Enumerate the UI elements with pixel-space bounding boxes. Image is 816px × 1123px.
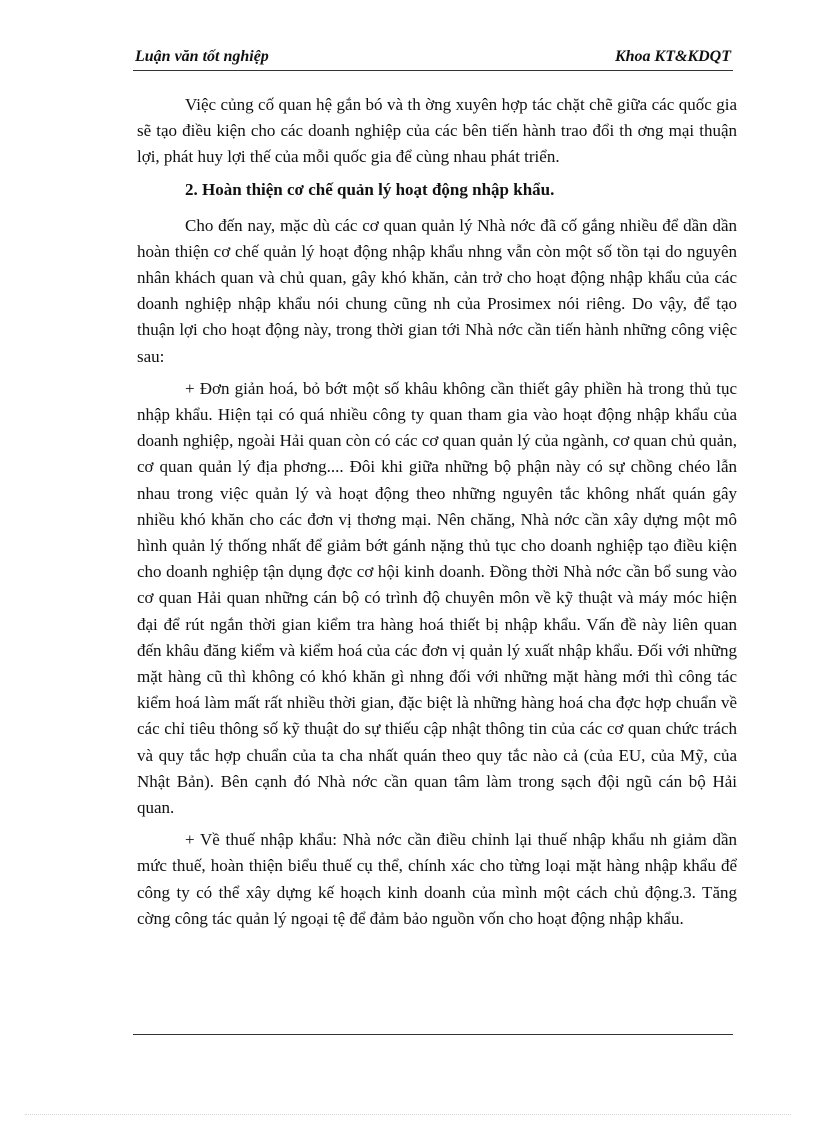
- paragraph-cooperation: Việc củng cố quan hệ gắn bó và th ờng xuyên hợp tác chặt chẽ giữa các quốc gia sẽ tạo điều kiện cho các doanh nghiệp của các bên tiến hành trao đổi th ơng mại thuận lợi, phát huy lợi thế của mỗi quốc gia để cùng nhau phát triển.: [137, 95, 737, 167]
- section-heading: 2. Hoàn thiện cơ chế quản lý hoạt động nhập khẩu.: [185, 179, 555, 199]
- header-divider: [133, 70, 733, 71]
- header-thesis-title: Luận văn tốt nghiệp: [135, 48, 269, 65]
- document-body: [137, 92, 737, 938]
- footer-divider: [133, 1034, 733, 1035]
- page-header: [133, 46, 733, 72]
- page-bottom-dotted-line: [25, 1114, 791, 1115]
- header-faculty: Khoa KT&KDQT: [614, 48, 731, 65]
- paragraph-simplify-procedures: + Đơn giản hoá, bỏ bớt một số khâu không cần thiết gây phiền hà trong thủ tục nhập khẩu. Hiện tại có quá nhiều công ty quan tham gia vào hoạt động nhập khẩu của doanh nghiệp, ngoài Hải quan còn có các cơ quan quản lý của ngành, cơ quan chủ quản, cơ quan quản lý địa phơng.... Đôi khi giữa những bộ phận này có sự chồng chéo lẫn nhau trong việc quản lý và hoạt động theo những nguyên tắc không nhất quán gây nhiều khó khăn cho các đơn vị thơng mại. Nên chăng, Nhà nớc cần xây dựng một mô hình quản lý thống nhất để giảm bớt gánh nặng thủ tục cho doanh nghiệp tạo điều kiện cho doanh nghiệp tận dụng đợc cơ hội kinh doanh. Đồng thời Nhà nớc cần bổ sung vào cơ quan Hải quan những cán bộ có trình độ chuyên môn về kỹ thuật và máy móc hiện đại để rút ngắn thời gian kiểm tra hàng hoá thiết bị nhập khẩu. Vấn đề này liên quan đến khâu đăng kiểm và kiểm hoá của các đơn vị quản lý xuất nhập khẩu. Đối với những mặt hàng cũ thì không có khó khăn gì nhng đối với những mặt hàng mới thì công tác kiểm hoá làm mất rất nhiều thời gian, đặc biệt là những hàng hoá cha đợc hợp chuẩn về các chỉ tiêu thông số kỹ thuật do sự thiếu cập nhật thông tin của các cơ quan chức trách và quy tắc hợp chuẩn của ta cha nhất quán theo quy tắc nào cả (của EU, của Mỹ, của Nhật Bản). Bên cạnh đó Nhà nớc cần quan tâm làm trong sạch đội ngũ cán bộ Hải quan.: [137, 378, 737, 818]
- paragraph-import-mechanism: Cho đến nay, mặc dù các cơ quan quản lý Nhà nớc đã cố gắng nhiều để dần dần hoàn thiện cơ chế quản lý hoạt động nhập khẩu nhng vẫn còn một số tồn tại do nguyên nhân khách quan và chủ quan, gây khó khăn, cản trở cho hoạt động nhập khẩu của các doanh nghiệp nhập khẩu nói chung cũng nh của Prosimex nói riêng. Do vậy, để tạo thuận lợi cho hoạt động này, trong thời gian tới Nhà nớc cần tiến hành những công việc sau:: [137, 215, 737, 366]
- paragraph-import-tax: + Về thuế nhập khẩu: Nhà nớc cần điều chỉnh lại thuế nhập khẩu nh giảm dần mức thuế, hoàn thiện biểu thuế cụ thể, chính xác cho từng loại mặt hàng nhập khẩu để công ty có thể xây dựng kế hoạch kinh doanh của mình một cách chủ động.3. Tăng cờng công tác quản lý ngoại tệ để đảm bảo nguồn vốn cho hoạt động nhập khẩu.: [137, 830, 737, 928]
